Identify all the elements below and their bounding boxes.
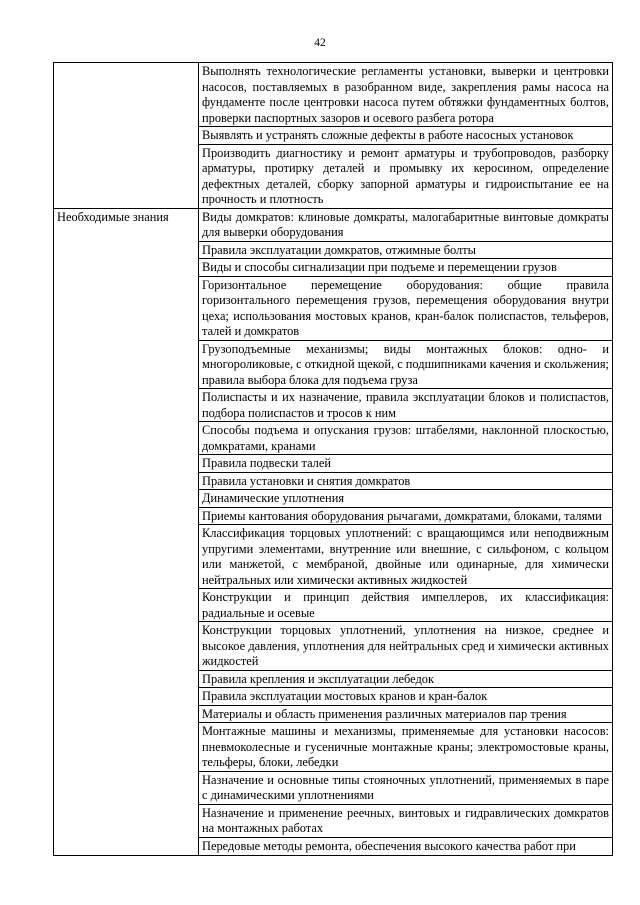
skill-cell: Выполнять технологические регламенты установки, выверки и центровки насосов, поставляемых в разобранном виде, закрепления рамы насоса на фундаменте после центровки насоса путем обтяжки фундаментных болтов, проверки паспортных зазоров и осевого разбега ротора — [199, 63, 613, 127]
knowledge-cell: Назначение и применение реечных, винтовых и гидравлических домкратов на монтажных работах — [199, 804, 613, 837]
knowledge-cell: Виды домкратов: клиновые домкраты, малогабаритные винтовые домкраты для выверки оборудования — [199, 208, 613, 241]
knowledge-cell: Классификация торцовых уплотнений: с вращающимся или неподвижным упругими элементами, внутренние или внешние, с сильфоном, с кольцом или манжетой, с мембраной, двойные или одинарные, для химически нейтральных или химически активных жидкостей — [199, 525, 613, 589]
knowledge-cell: Правила эксплуатации мостовых кранов и кран-балок — [199, 688, 613, 706]
skill-cell: Выявлять и устранять сложные дефекты в работе насосных установок — [199, 127, 613, 145]
knowledge-cell: Виды и способы сигнализации при подъеме и перемещении грузов — [199, 259, 613, 277]
knowledge-cell: Грузоподъемные механизмы; виды монтажных блоков: одно- и многороликовые, с откидной щекой, с подшипниками качения и скольжения; правила выбора блока для подъема груза — [199, 340, 613, 389]
knowledge-cell: Способы подъема и опускания грузов: штабелями, наклонной плоскостью, домкратами, кранами — [199, 422, 613, 455]
knowledge-cell: Полиспасты и их назначение, правила эксплуатации блоков и полиспастов, подбора полиспастов и тросов к ним — [199, 389, 613, 422]
table-row — [54, 208, 613, 241]
row-label-empty — [54, 63, 199, 209]
knowledge-label: Необходимые знания — [54, 208, 199, 855]
competency-table — [53, 62, 613, 856]
knowledge-cell: Конструкции торцовых уплотнений, уплотнения на низкое, среднее и высокое давления, уплотнения для нейтральных сред и химически активных жидкостей — [199, 622, 613, 671]
knowledge-cell: Горизонтальное перемещение оборудования: общие правила горизонтального перемещения грузов, перемещения оборудования внутри цеха; использования мостовых кранов, кран-балок полиспастов, тельферов, талей и домкратов — [199, 276, 613, 340]
page-number: 42 — [314, 37, 326, 49]
knowledge-cell: Материалы и область применения различных материалов пар трения — [199, 705, 613, 723]
knowledge-cell: Приемы кантования оборудования рычагами, домкратами, блоками, талями — [199, 507, 613, 525]
knowledge-cell: Правила подвески талей — [199, 455, 613, 473]
knowledge-cell: Правила крепления и эксплуатации лебедок — [199, 670, 613, 688]
competency-table-body — [54, 63, 613, 856]
knowledge-cell: Правила установки и снятия домкратов — [199, 472, 613, 490]
knowledge-cell: Монтажные машины и механизмы, применяемые для установки насосов: пневмоколесные и гусеничные монтажные краны; электромостовые краны, тельферы, блоки, лебедки — [199, 723, 613, 772]
table-row — [54, 63, 613, 127]
knowledge-cell: Передовые методы ремонта, обеспечения высокого качества работ при — [199, 837, 613, 855]
knowledge-cell: Динамические уплотнения — [199, 490, 613, 508]
knowledge-cell: Конструкции и принцип действия импеллеров, их классификация: радиальные и осевые — [199, 589, 613, 622]
knowledge-cell: Правила эксплуатации домкратов, отжимные болты — [199, 241, 613, 259]
skill-cell: Производить диагностику и ремонт арматуры и трубопроводов, разборку арматуры, протирку деталей и промывку их керосином, определение дефектных деталей, сборку запорной арматуры и гидроиспытание ее на прочность и плотность — [199, 144, 613, 208]
knowledge-cell: Назначение и основные типы стояночных уплотнений, применяемых в паре с динамическими уплотнениями — [199, 771, 613, 804]
